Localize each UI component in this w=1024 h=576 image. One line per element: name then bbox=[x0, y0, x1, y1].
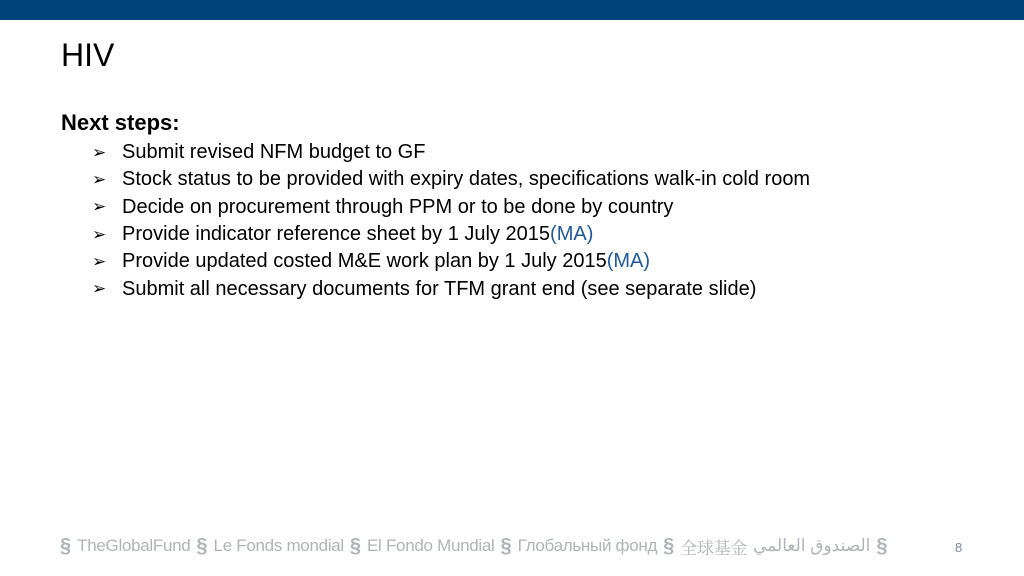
arrow-bullet-icon: ➢ bbox=[92, 142, 107, 162]
footer-logo-strip bbox=[60, 534, 887, 558]
footer-name-english: TheGlobalFund bbox=[77, 536, 191, 555]
list-item-text: Provide indicator reference sheet by 1 July 2015 bbox=[122, 223, 551, 246]
list-item bbox=[92, 221, 810, 248]
list-item-text: Provide updated costed M&E work plan by 1 July 2015 bbox=[122, 250, 607, 273]
arrow-bullet-icon: ➢ bbox=[92, 224, 107, 244]
slide-title: HIV bbox=[61, 37, 115, 73]
responsible-tag: (MA) bbox=[606, 250, 651, 273]
footer-name-spanish: El Fondo Mundial bbox=[367, 536, 495, 555]
list-item-text: Stock status to be provided with expiry dates, specifications walk-in cold room bbox=[122, 168, 811, 191]
list-item bbox=[92, 248, 810, 275]
list-item bbox=[92, 194, 810, 221]
global-fund-swirl-icon: § bbox=[663, 534, 675, 557]
footer-name-russian: Глобальный фонд bbox=[517, 536, 658, 555]
arrow-bullet-icon: ➢ bbox=[92, 279, 107, 299]
arrow-bullet-icon: ➢ bbox=[92, 197, 107, 217]
list-item-text: Submit revised NFM budget to GF bbox=[122, 141, 426, 164]
list-item-text: Submit all necessary documents for TFM grant end (see separate slide) bbox=[122, 277, 757, 300]
section-heading: Next steps: bbox=[61, 110, 180, 135]
global-fund-swirl-icon: § bbox=[349, 534, 362, 557]
list-item bbox=[92, 139, 810, 166]
global-fund-swirl-icon: § bbox=[876, 534, 888, 557]
list-item bbox=[92, 166, 810, 193]
footer-name-chinese: 全球基金 bbox=[680, 538, 748, 558]
global-fund-swirl-icon: § bbox=[196, 534, 208, 557]
top-bar bbox=[0, 0, 1024, 20]
list-item-text: Decide on procurement through PPM or to be done by country bbox=[122, 195, 674, 218]
global-fund-swirl-icon: § bbox=[60, 534, 72, 557]
footer-name-arabic: الصندوق العالمي bbox=[753, 536, 871, 555]
arrow-bullet-icon: ➢ bbox=[92, 251, 107, 271]
footer-name-french: Le Fonds mondial bbox=[213, 536, 344, 555]
arrow-bullet-icon: ➢ bbox=[92, 169, 107, 189]
list-item bbox=[92, 275, 810, 302]
responsible-tag: (MA) bbox=[550, 223, 594, 246]
next-steps-list bbox=[92, 139, 810, 303]
global-fund-swirl-icon: § bbox=[500, 534, 512, 557]
page-number: 8 bbox=[955, 540, 963, 555]
